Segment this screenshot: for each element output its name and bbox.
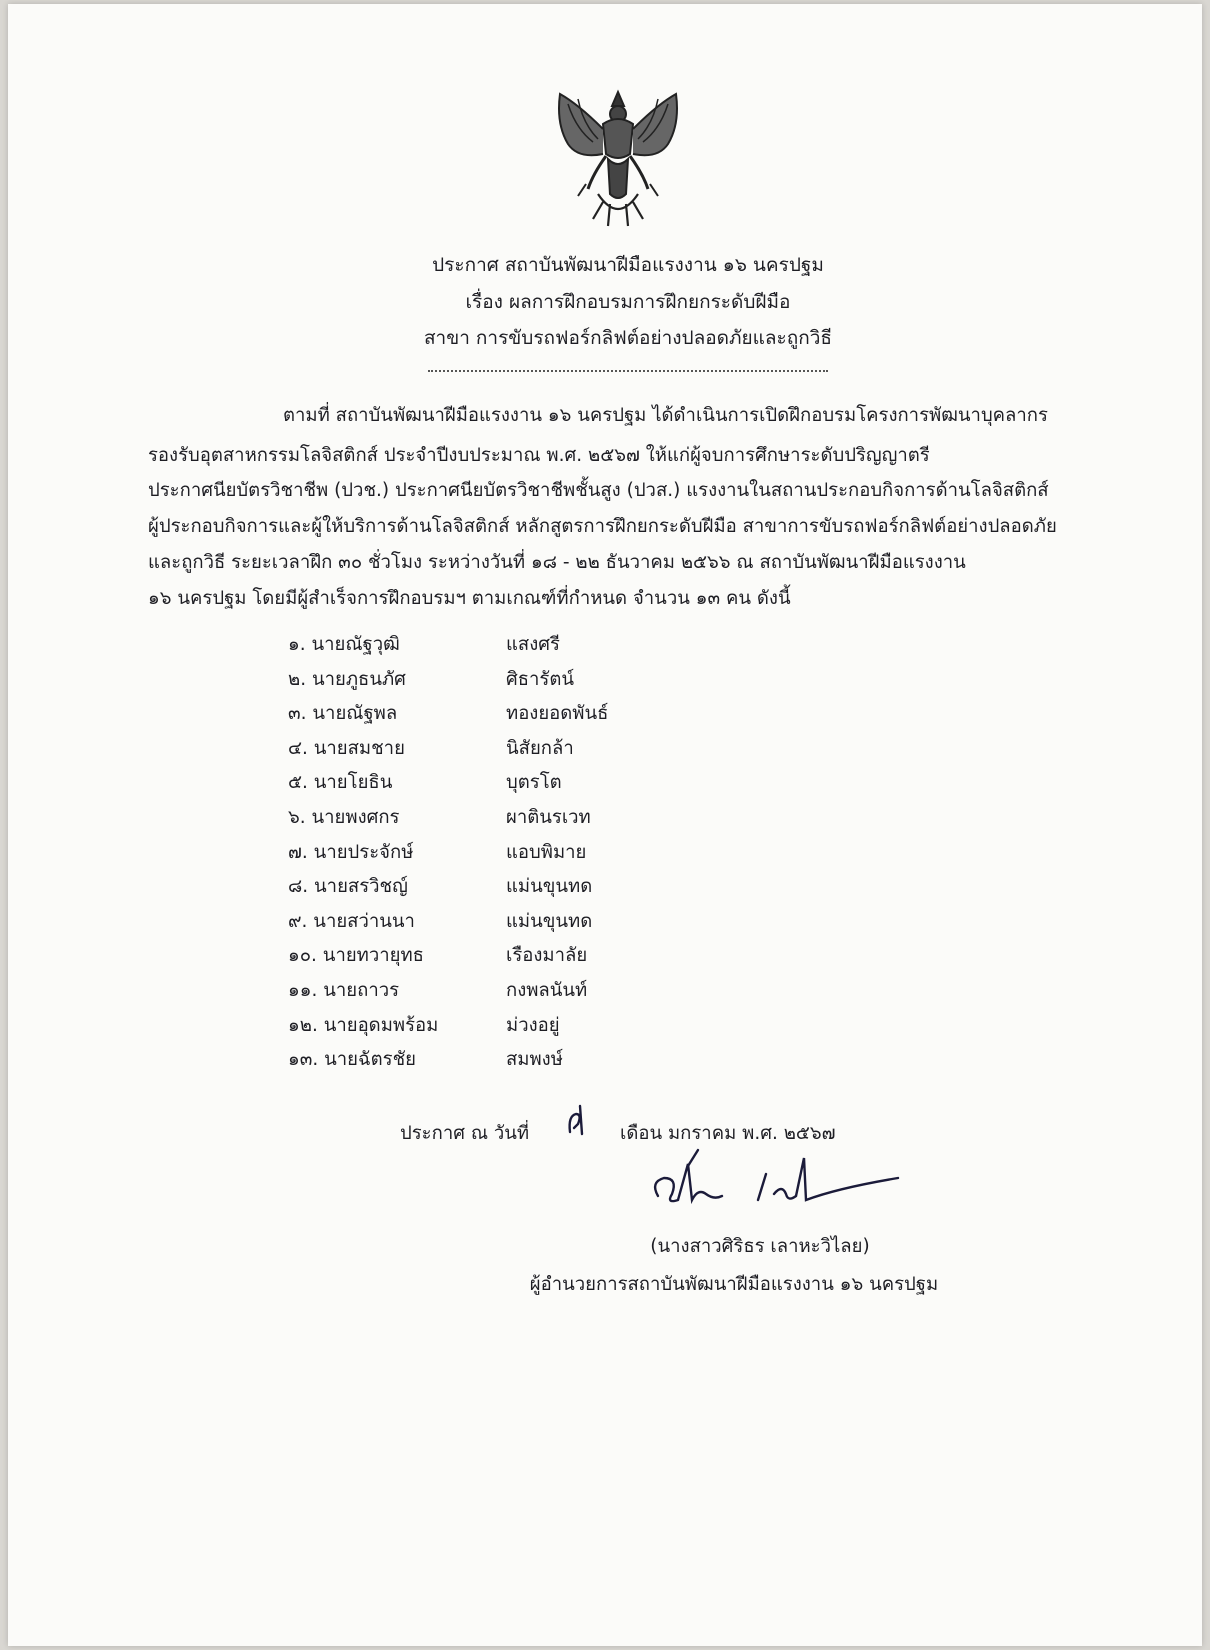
graduate-first-name: ๙. นายสว่านนา	[288, 910, 415, 932]
graduate-last-name: บุตรโต	[506, 772, 562, 794]
date-month-year: เดือน มกราคม พ.ศ. ๒๕๖๗	[620, 1123, 836, 1144]
graduate-last-name: ศิธารัตน์	[506, 668, 575, 690]
body-text-line: และถูกวิธี ระยะเวลาฝึก ๓๐ ชั่วโมง ระหว่างวันที่ ๑๘ - ๒๒ ธันวาคม ๒๕๖๖ ณ สถาบันพัฒนาฝีมือแรงงาน	[148, 552, 966, 573]
graduate-last-name: ผาตินรเวท	[506, 806, 591, 828]
graduate-first-name: ๕. นายโยธิน	[288, 772, 393, 794]
graduate-first-name: ๒. นายภูธนภัศ	[288, 668, 406, 690]
body-text-line: ๑๖ นครปฐม โดยมีผู้สำเร็จการฝึกอบรมฯ ตามเกณฑ์ที่กำหนด จำนวน ๑๓ คน ดังนี้	[148, 588, 791, 609]
signer-name: (นางสาวศิริธร เลาหะวิไลย)	[650, 1236, 870, 1257]
graduate-first-name: ๔. นายสมชาย	[288, 737, 405, 759]
graduate-last-name: ม่วงอยู่	[506, 1014, 560, 1036]
graduate-first-name: ๑๑. นายถาวร	[288, 979, 400, 1001]
announcement-branch: สาขา การขับรถฟอร์กลิฟต์อย่างปลอดภัยและถูกวิธี	[423, 327, 833, 349]
graduate-first-name: ๑. นายณัฐวุฒิ	[288, 634, 400, 655]
graduate-last-name: สมพงษ์	[506, 1049, 563, 1071]
graduate-last-name: แม่นขุนทด	[506, 876, 593, 898]
document-page	[8, 4, 1202, 1646]
body-text-line: ผู้ประกอบกิจการและผู้ให้บริการด้านโลจิสติกส์ หลักสูตรการฝึกยกระดับฝีมือ สาขาการขับรถฟอร์กลิฟต์อย่างปลอดภัย	[148, 516, 1057, 537]
handwritten-day-icon	[564, 1102, 590, 1138]
graduate-first-name: ๘. นายสรวิชญ์	[288, 876, 408, 898]
announcement-subject: เรื่อง ผลการฝึกอบรมการฝึกยกระดับฝีมือ	[465, 291, 791, 313]
graduate-last-name: แอบพิมาย	[506, 841, 587, 863]
body-text-line: ประกาศนียบัตรวิชาชีพ (ปวช.) ประกาศนียบัตรวิชาชีพชั้นสูง (ปวส.) แรงงานในสถานประกอบกิจการด้านโลจิสติกส์	[148, 480, 1049, 501]
graduate-first-name: ๑๒. นายอุดมพร้อม	[288, 1014, 439, 1036]
graduate-first-name: ๖. นายพงศกร	[288, 806, 400, 828]
graduate-last-name: ทองยอดพันธ์	[506, 703, 609, 725]
signer-title: ผู้อำนวยการสถาบันพัฒนาฝีมือแรงงาน ๑๖ นครปฐม	[529, 1274, 939, 1295]
graduate-first-name: ๑๓. นายฉัตรชัย	[288, 1049, 416, 1071]
signature-icon	[648, 1144, 908, 1214]
graduate-first-name: ๑๐. นายทวายุทธ	[288, 945, 424, 967]
graduate-last-name: แสงศรี	[506, 634, 560, 655]
graduate-last-name: กงพลนันท์	[506, 979, 588, 1001]
announcement-title: ประกาศ สถาบันพัฒนาฝีมือแรงงาน ๑๖ นครปฐม	[432, 254, 824, 276]
body-text-line: ตามที่ สถาบันพัฒนาฝีมือแรงงาน ๑๖ นครปฐม ได้ดำเนินการเปิดฝึกอบรมโครงการพัฒนาบุคลากร	[283, 405, 1048, 426]
date-prefix: ประกาศ ณ วันที่	[400, 1123, 530, 1144]
graduate-last-name: นิสัยกล้า	[506, 737, 574, 759]
graduate-first-name: ๓. นายณัฐพล	[288, 703, 398, 725]
body-text-line: รองรับอุตสาหกรรมโลจิสติกส์ ประจำปีงบประมาณ พ.ศ. ๒๕๖๗ ให้แก่ผู้จบการศึกษาระดับปริญญาตรี	[148, 445, 930, 466]
graduate-last-name: เรืองมาลัย	[506, 945, 588, 967]
graduate-last-name: แม่นขุนทด	[506, 910, 593, 932]
dotted-divider	[428, 370, 828, 372]
garuda-emblem-icon	[548, 84, 688, 234]
graduate-first-name: ๗. นายประจักษ์	[288, 841, 414, 863]
